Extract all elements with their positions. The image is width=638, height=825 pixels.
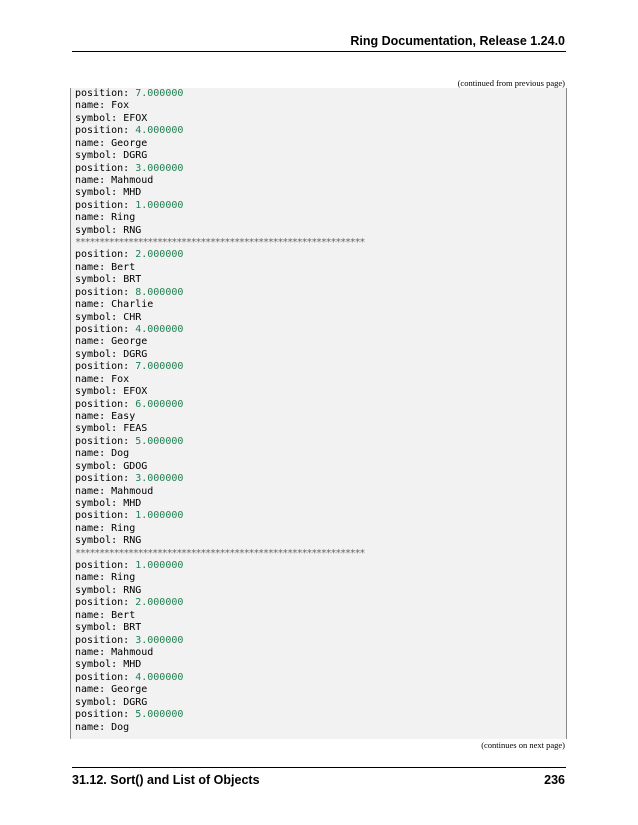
code-key: position: xyxy=(75,671,130,683)
code-line xyxy=(75,510,566,522)
code-line xyxy=(75,299,566,311)
code-key: name: xyxy=(75,721,106,733)
code-value: DGRG xyxy=(123,696,148,708)
code-line xyxy=(75,659,566,671)
code-line xyxy=(75,386,566,398)
separator-line: ************************************************************ xyxy=(75,547,365,559)
code-key: symbol: xyxy=(75,659,118,671)
code-value: Ring xyxy=(111,522,136,534)
code-line xyxy=(75,548,566,560)
code-line xyxy=(75,138,566,150)
code-line xyxy=(75,498,566,510)
code-value: CHR xyxy=(123,311,142,323)
code-line xyxy=(75,237,566,249)
code-key: symbol: xyxy=(75,535,118,547)
code-key: symbol: xyxy=(75,311,118,323)
code-key: symbol: xyxy=(75,423,118,435)
code-value: Dog xyxy=(111,448,130,460)
code-value: 4.000000 xyxy=(135,324,184,336)
code-line xyxy=(75,635,566,647)
code-value: 4.000000 xyxy=(135,671,184,683)
code-key: symbol: xyxy=(75,696,118,708)
code-value: Fox xyxy=(111,100,130,112)
code-value: 4.000000 xyxy=(135,125,184,137)
code-value: BRT xyxy=(123,622,142,634)
code-line xyxy=(75,324,566,336)
code-line xyxy=(75,448,566,460)
code-key: name: xyxy=(75,299,106,311)
continues-on-next-note: (continues on next page) xyxy=(481,740,565,750)
code-key: position: xyxy=(75,361,130,373)
continued-from-previous-note: (continued from previous page) xyxy=(457,78,565,88)
code-value: Mahmoud xyxy=(111,174,154,186)
code-key: name: xyxy=(75,336,106,348)
code-key: name: xyxy=(75,522,106,534)
code-key: symbol: xyxy=(75,187,118,199)
code-line xyxy=(75,560,566,572)
code-value: FEAS xyxy=(123,423,148,435)
code-value: 8.000000 xyxy=(135,286,184,298)
code-value: 2.000000 xyxy=(135,597,184,609)
code-value: Mahmoud xyxy=(111,646,154,658)
code-key: name: xyxy=(75,572,106,584)
footer-rule xyxy=(72,767,566,768)
code-line xyxy=(75,150,566,162)
code-value: Easy xyxy=(111,410,136,422)
code-line xyxy=(75,274,566,286)
code-key: name: xyxy=(75,485,106,497)
code-key: position: xyxy=(75,249,130,261)
code-value: George xyxy=(111,137,148,149)
code-key: name: xyxy=(75,174,106,186)
code-key: position: xyxy=(75,473,130,485)
code-key: symbol: xyxy=(75,460,118,472)
code-value: MHD xyxy=(123,659,142,671)
code-line xyxy=(75,287,566,299)
code-line xyxy=(75,535,566,547)
code-key: position: xyxy=(75,634,130,646)
code-value: 7.000000 xyxy=(135,361,184,373)
code-value: 6.000000 xyxy=(135,398,184,410)
code-value: Charlie xyxy=(111,299,154,311)
code-key: position: xyxy=(75,199,130,211)
code-line xyxy=(75,610,566,622)
code-value: 3.000000 xyxy=(135,162,184,174)
code-line xyxy=(75,572,566,584)
code-line xyxy=(75,709,566,721)
code-key: symbol: xyxy=(75,348,118,360)
code-line xyxy=(75,486,566,498)
code-key: symbol: xyxy=(75,497,118,509)
code-key: position: xyxy=(75,510,130,522)
code-key: position: xyxy=(75,435,130,447)
code-line xyxy=(75,722,566,734)
code-value: 3.000000 xyxy=(135,473,184,485)
code-key: name: xyxy=(75,100,106,112)
code-line xyxy=(75,349,566,361)
code-value: RNG xyxy=(123,584,142,596)
code-key: symbol: xyxy=(75,386,118,398)
code-key: name: xyxy=(75,684,106,696)
code-value: Bert xyxy=(111,261,136,273)
code-value: RNG xyxy=(123,224,142,236)
code-line xyxy=(75,336,566,348)
code-value: GDOG xyxy=(123,460,148,472)
code-value: Bert xyxy=(111,609,136,621)
code-line xyxy=(75,585,566,597)
code-key: symbol: xyxy=(75,112,118,124)
code-line xyxy=(75,249,566,261)
code-line xyxy=(75,212,566,224)
code-value: 5.000000 xyxy=(135,709,184,721)
code-value: 1.000000 xyxy=(135,560,184,572)
code-line xyxy=(75,187,566,199)
code-value: Ring xyxy=(111,572,136,584)
code-line xyxy=(75,225,566,237)
code-key: position: xyxy=(75,162,130,174)
footer-section-title: 31.12. Sort() and List of Objects xyxy=(72,773,260,787)
code-output xyxy=(71,88,566,734)
code-line xyxy=(75,163,566,175)
code-key: name: xyxy=(75,261,106,273)
code-value: 2.000000 xyxy=(135,249,184,261)
code-key: position: xyxy=(75,560,130,572)
code-value: 1.000000 xyxy=(135,510,184,522)
running-header-title: Ring Documentation, Release 1.24.0 xyxy=(350,34,565,48)
code-key: name: xyxy=(75,646,106,658)
code-key: name: xyxy=(75,212,106,224)
code-key: name: xyxy=(75,448,106,460)
code-line xyxy=(75,597,566,609)
separator-line: ************************************************************ xyxy=(75,237,365,249)
code-value: EFOX xyxy=(123,112,148,124)
code-key: symbol: xyxy=(75,274,118,286)
code-key: position: xyxy=(75,709,130,721)
code-line xyxy=(75,125,566,137)
code-value: DGRG xyxy=(123,150,148,162)
code-line xyxy=(75,113,566,125)
code-value: EFOX xyxy=(123,386,148,398)
code-value: RNG xyxy=(123,535,142,547)
code-line xyxy=(75,647,566,659)
code-value: 5.000000 xyxy=(135,435,184,447)
code-line xyxy=(75,262,566,274)
code-block xyxy=(70,88,567,739)
code-key: position: xyxy=(75,125,130,137)
code-line xyxy=(75,88,566,100)
code-line xyxy=(75,175,566,187)
code-line xyxy=(75,312,566,324)
code-key: symbol: xyxy=(75,224,118,236)
code-value: 1.000000 xyxy=(135,199,184,211)
header-rule xyxy=(72,51,566,52)
code-value: George xyxy=(111,336,148,348)
code-key: symbol: xyxy=(75,622,118,634)
code-value: Dog xyxy=(111,721,130,733)
code-value: George xyxy=(111,684,148,696)
code-key: position: xyxy=(75,597,130,609)
code-line xyxy=(75,411,566,423)
code-value: Ring xyxy=(111,212,136,224)
code-key: position: xyxy=(75,286,130,298)
code-value: DGRG xyxy=(123,348,148,360)
code-line xyxy=(75,399,566,411)
code-line xyxy=(75,684,566,696)
code-line xyxy=(75,697,566,709)
code-value: 7.000000 xyxy=(135,88,184,99)
code-line xyxy=(75,622,566,634)
code-value: 3.000000 xyxy=(135,634,184,646)
code-key: name: xyxy=(75,609,106,621)
code-line xyxy=(75,461,566,473)
code-value: Mahmoud xyxy=(111,485,154,497)
page-number: 236 xyxy=(544,773,565,787)
code-line xyxy=(75,672,566,684)
code-line xyxy=(75,361,566,373)
code-key: name: xyxy=(75,410,106,422)
code-line xyxy=(75,423,566,435)
code-line xyxy=(75,374,566,386)
code-key: name: xyxy=(75,137,106,149)
code-key: position: xyxy=(75,398,130,410)
code-line xyxy=(75,523,566,535)
code-value: MHD xyxy=(123,187,142,199)
code-value: BRT xyxy=(123,274,142,286)
code-line xyxy=(75,200,566,212)
code-key: name: xyxy=(75,373,106,385)
code-key: symbol: xyxy=(75,584,118,596)
code-line xyxy=(75,436,566,448)
code-value: MHD xyxy=(123,497,142,509)
code-line xyxy=(75,100,566,112)
code-key: position: xyxy=(75,88,130,99)
code-key: symbol: xyxy=(75,150,118,162)
code-value: Fox xyxy=(111,373,130,385)
code-line xyxy=(75,473,566,485)
code-key: position: xyxy=(75,324,130,336)
